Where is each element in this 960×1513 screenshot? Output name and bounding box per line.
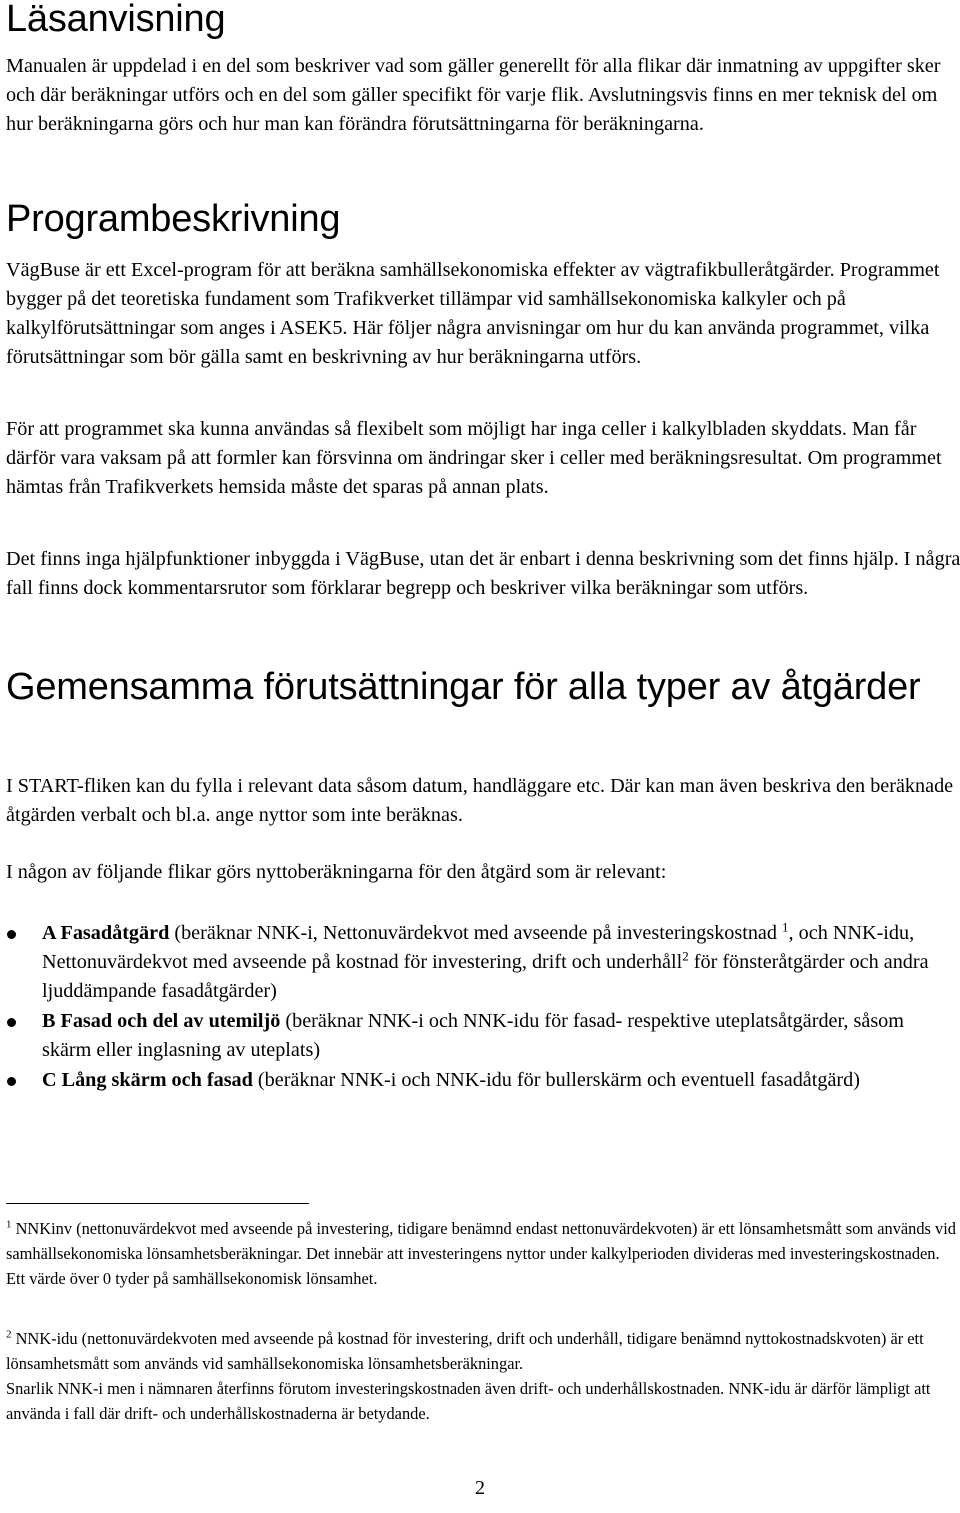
footnote-ref-1: 1	[782, 919, 789, 935]
bullet-icon	[7, 1018, 16, 1027]
bullet-icon	[7, 930, 16, 939]
list-item-c-lang-skarm	[6, 1066, 946, 1095]
footnote-2	[6, 1326, 958, 1426]
heading-gemensamma: Gemensamma förutsättningar för alla typer av åtgärder	[6, 666, 921, 708]
paragraph-intro: Manualen är uppdelad i en del som beskriver vad som gäller generellt för alla flikar där inmatning av uppgifter sker och där beräkningar utförs och en del som gäller specifikt för varje flik. Avslutningsvis finns en mer teknisk del om hur beräkningarna görs och hur man kan förändra förutsättningarna för beräkningarna.	[6, 55, 941, 135]
list-item-text: för fönsteråtgärder och andra ljuddämpande fasadåtgärder)	[42, 951, 929, 1002]
paragraph-start-tab: I START-fliken kan du fylla i relevant data såsom datum, handläggare etc. Där kan man även beskriva den beräknade åtgärden verbalt och bl.a. ange nyttor som inte beräknas.	[6, 775, 954, 826]
tab-list	[6, 919, 946, 1096]
bullet-icon	[7, 1077, 16, 1086]
footnote-divider	[6, 1203, 309, 1204]
footnote-text: NNK-idu (nettonuvärdekvoten med avseende på kostnad för investering, drift och underhåll, tidigare benämnd nyttokostnadskvoten) är ett lönsamhetsmått som används vid samhällsekonomiska lönsamhetsberäkningar.	[6, 1329, 924, 1373]
heading-programbeskrivning: Programbeskrivning	[6, 198, 341, 240]
heading-lasanvisning: Läsanvisning	[6, 0, 226, 40]
footnote-mark: 2	[6, 1328, 12, 1341]
paragraph-tabs-intro: I någon av följande flikar görs nyttoberäkningarna för den åtgärd som är relevant:	[6, 861, 667, 883]
footnote-text: Snarlik NNK-i men i nämnaren återfinns förutom investeringskostnaden även drift- och underhållskostnaden. NNK-idu är därför lämpligt att använda i fall där drift- och underhållskostnaderna är betydande.	[6, 1379, 931, 1423]
list-item-a-fasadatgard	[6, 919, 946, 1006]
list-item-text: (beräknar NNK-i, Nettonuvärdekvot med avseende på investeringskostnad	[169, 922, 783, 944]
list-item-text: (beräknar NNK-i och NNK-idu för fasad- respektive uteplatsåtgärder, såsom skärm eller inglasning av uteplats)	[42, 1010, 904, 1061]
footnote-mark: 1	[6, 1218, 12, 1231]
list-item-title: B Fasad och del av utemiljö	[42, 1010, 281, 1032]
footnote-ref-2: 2	[682, 948, 689, 964]
page-number: 2	[475, 1477, 485, 1499]
footnote-1	[6, 1216, 958, 1291]
list-item-title: A Fasadåtgärd	[42, 922, 170, 944]
list-item-text: , och NNK-idu, Nettonuvärdekvot med avseende på kostnad för investering, drift och underhåll	[42, 922, 915, 973]
list-item-title: C Lång skärm och fasad	[42, 1069, 253, 1091]
footnote-text: NNKinv (nettonuvärdekvot med avseende på investering, tidigare benämnd endast nettonuvärdekvoten) är ett lönsamhetsmått som används vid samhällsekonomiska lönsamhetsberäkningar. Det innebär att investeringens nyttor under kalkylperioden divideras med investeringskostnaden. Ett värde över 0 tyder på samhällsekonomisk lönsamhet.	[6, 1219, 956, 1288]
list-item-b-fasad-utemiljo	[6, 1007, 946, 1065]
paragraph-help: Det finns inga hjälpfunktioner inbyggda i VägBuse, utan det är enbart i denna beskrivning som det finns hjälp. I några fall finns dock kommentarsrutor som förklarar begrepp och beskriver vilka beräkningar som utförs.	[6, 548, 960, 599]
list-item-text: (beräknar NNK-i och NNK-idu för bullerskärm och eventuell fasadåtgärd)	[252, 1069, 860, 1091]
paragraph-program-description: VägBuse är ett Excel-program för att beräkna samhällsekonomiska effekter av vägtrafikbulleråtgärder. Programmet bygger på det teoretiska fundament som Trafikverket tillämpar vid samhällsekonomiska kalkyler och på kalkylförutsättningar som anges i ASEK5. Här följer några anvisningar om hur du kan använda programmet, vilka förutsättningar som bör gälla samt en beskrivning av hur beräkningarna utförs.	[6, 259, 940, 368]
paragraph-flexibility: För att programmet ska kunna användas så flexibelt som möjligt har inga celler i kalkylbladen skyddats. Man får därför vara vaksam på att formler kan försvinna om ändringar sker i celler med beräkningsresultat. Om programmet hämtas från Trafikverkets hemsida måste det sparas på annan plats.	[6, 418, 942, 498]
